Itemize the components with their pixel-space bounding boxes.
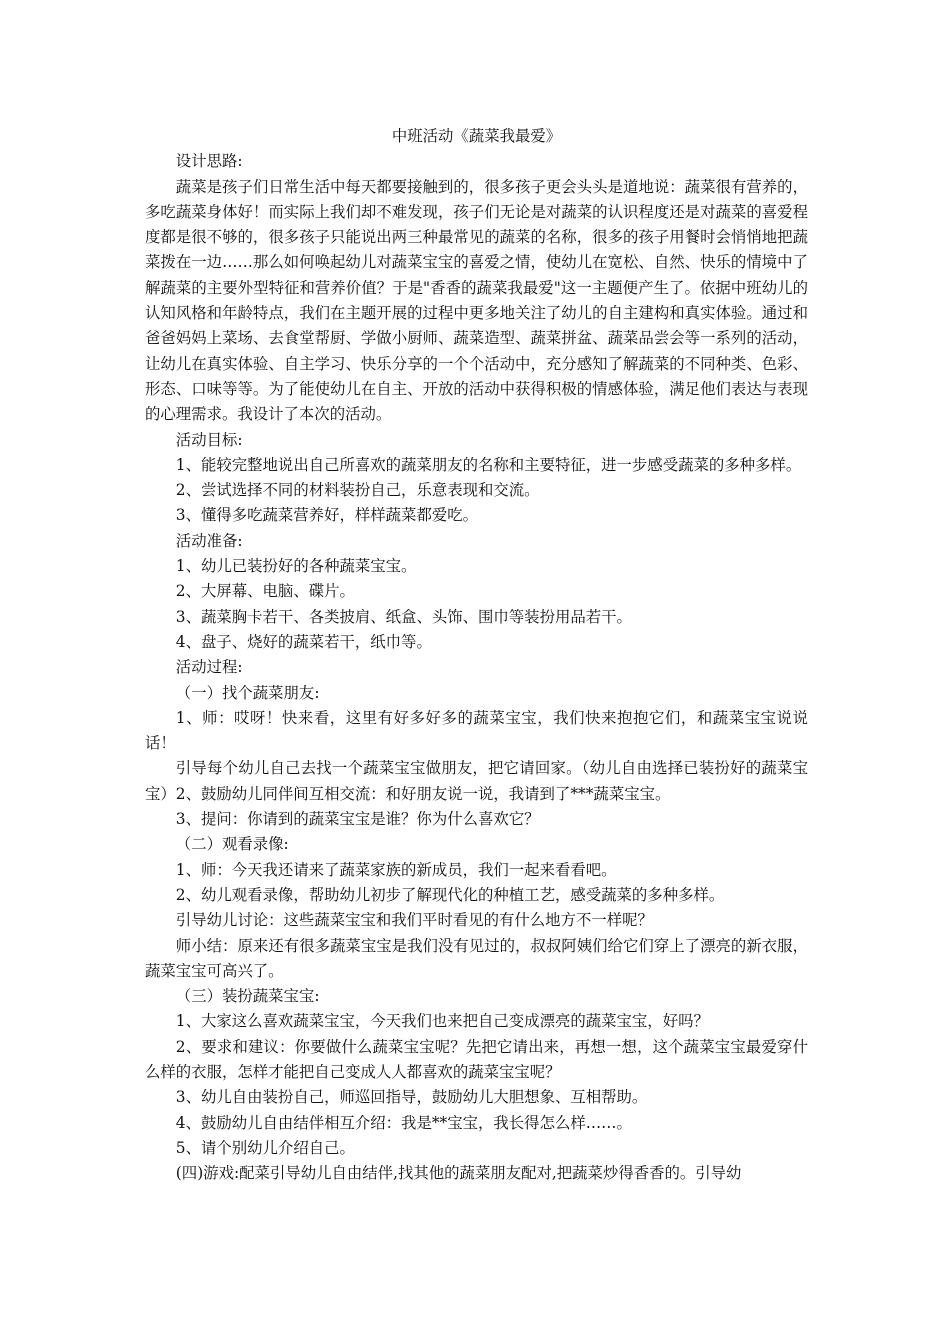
prep-heading: 活动准备: — [175, 531, 243, 550]
process-line: 1、师：哎呀！快来看，这里有好多好多的蔬菜宝宝，我们快来抱抱它们，和蔬菜宝宝说说话！ — [145, 708, 808, 753]
process-line: 3、幼儿自由装扮自己，师巡回指导，鼓励幼儿大胆想象、互相帮助。 — [175, 1088, 648, 1107]
design-paragraph: 蔬菜是孩子们日常生活中每天都要接触到的，很多孩子更会头头是道地说：蔬菜很有营养的，多吃蔬菜身体好！而实际上我们却不难发现，孩子们无论是对蔬菜的认识程度还是对蔬菜的喜爱程度都是很不够的，很多孩子只能说出两三种最常见的蔬菜的名称，很多的孩子用餐时会悄悄地把蔬菜拨在一边……那么如何唤起幼儿对蔬菜宝宝的喜爱之情，使幼儿在宽松、自然、快乐的情境中了解蔬菜的主要外型特征和营养价值？于是"香香的蔬菜我最爱"这一主题便产生了。依据中班幼儿的认知风格和年龄特点，我们在主题开展的过程中更多地关注了幼儿的自主建构和真实体验。通过和爸爸妈妈上菜场、去食堂帮厨、学做小厨师、蔬菜造型、蔬菜拼盆、蔬菜品尝会等一系列的活动，让幼儿在真实体验、自主学习、快乐分享的一个个活动中，充分感知了解蔬菜的不同种类、色彩、形态、口味等等。为了能使幼儿在自主、开放的活动中获得积极的情感体验，满足他们表达与表现的心理需求。我设计了本次的活动。 — [145, 177, 808, 424]
process-line: 1、大家这么喜欢蔬菜宝宝，今天我们也来把自己变成漂亮的蔬菜宝宝，好吗？ — [175, 1012, 709, 1031]
prep-item: 2、大屏幕、电脑、碟片。 — [175, 582, 355, 601]
process-heading: 活动过程: — [175, 658, 243, 677]
process-line: 引导每个幼儿自己去找一个蔬菜宝宝做朋友，把它请回家。（幼儿自由选择已装扮好的蔬菜宝宝）2、鼓励幼儿同伴间互相交流：和好朋友说一说，我请到了***蔬菜宝宝。 — [145, 759, 808, 803]
process-subheading: （三）装扮蔬菜宝宝: — [175, 987, 320, 1006]
document-title: 中班活动《蔬菜我最爱》 — [391, 127, 562, 145]
prep-item: 4、盘子、烧好的蔬菜若干，纸巾等。 — [175, 632, 432, 651]
process-line: 师小结：原来还有很多蔬菜宝宝是我们没有见过的，叔叔阿姨们给它们穿上了漂亮的新衣服，蔬菜宝宝可高兴了。 — [145, 936, 808, 980]
goal-item: 2、尝试选择不同的材料装扮自己，乐意表现和交流。 — [175, 481, 540, 500]
goal-item: 3、懂得多吃蔬菜营养好，样样蔬菜都爱吃。 — [175, 506, 479, 525]
process-line: 1、师：今天我还请来了蔬菜家族的新成员，我们一起来看看吧。 — [175, 860, 617, 879]
process-line: 4、鼓励幼儿自由结伴相互介绍：我是**宝宝，我长得怎么样……。 — [175, 1113, 632, 1132]
process-section — [145, 681, 808, 1187]
prep-item: 1、幼儿已装扮好的各种蔬菜宝宝。 — [175, 557, 417, 576]
process-line: 引导幼儿讨论：这些蔬菜宝宝和我们平时看见的有什么地方不一样呢？ — [175, 911, 653, 930]
design-heading: 设计思路: — [175, 152, 243, 171]
process-subheading: （一）找个蔬菜朋友: — [175, 683, 320, 702]
process-line: 2、要求和建议：你要做什么蔬菜宝宝呢？先把它请出来，再想一想，这个蔬菜宝宝最爱穿什么样的衣服，怎样才能把自己变成人人都喜欢的蔬菜宝宝呢？ — [145, 1037, 808, 1081]
document-page — [145, 124, 808, 1186]
process-line: 5、请个别幼儿介绍自己。 — [175, 1138, 355, 1157]
process-line: 3、提问：你请到的蔬菜宝宝是谁？你为什么喜欢它？ — [175, 810, 540, 829]
process-line: 2、幼儿观看录像，帮助幼儿初步了解现代化的种植工艺，感受蔬菜的多种多样。 — [175, 885, 725, 904]
process-subheading: （二）观看录像: — [175, 835, 289, 854]
goals-heading: 活动目标: — [175, 430, 243, 449]
goal-item: 1、能较完整地说出自己所喜欢的蔬菜朋友的名称和主要特征，进一步感受蔬菜的多种多样。 — [175, 455, 802, 474]
prep-item: 3、蔬菜胸卡若干、各类披肩、纸盒、头饰、围巾等装扮用品若干。 — [175, 607, 632, 626]
process-line: (四)游戏:配菜引导幼儿自由结伴,找其他的蔬菜朋友配对,把蔬菜炒得香香的。引导幼 — [175, 1164, 742, 1183]
